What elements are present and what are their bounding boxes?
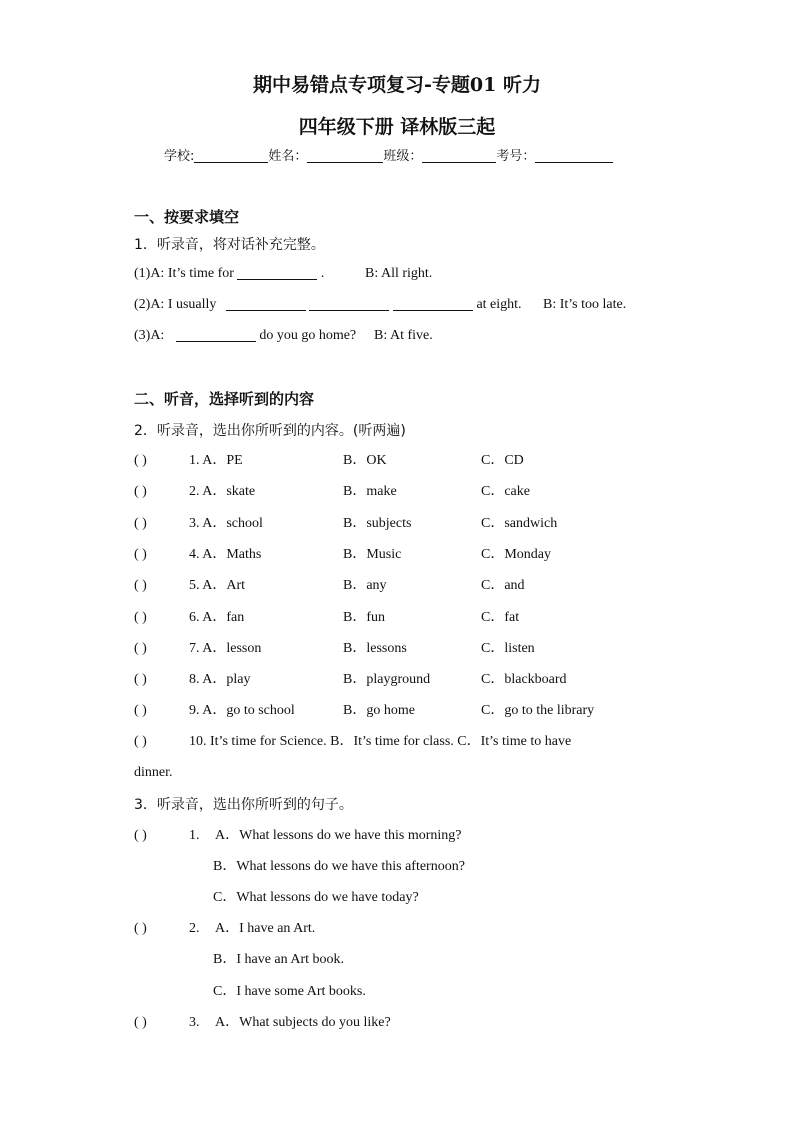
sentence-option: B．What lessons do we have this afternoon? <box>213 859 465 874</box>
choice-option-a: 1. A．PE <box>189 453 243 468</box>
sentence-question-number: 1. <box>189 828 200 843</box>
answer-paren[interactable]: ( ) <box>134 1015 147 1030</box>
answer-blank[interactable] <box>309 296 389 311</box>
question-3-prompt: 3．听录音，选出你所听到的句子。 <box>134 797 353 813</box>
answer-blank[interactable] <box>176 327 256 342</box>
choice-option-c: C．fat <box>481 610 520 625</box>
page-subtitle: 四年级下册 译林版三起 <box>298 116 496 138</box>
section-1-heading: 一、按要求填空 <box>134 208 240 226</box>
section-2-heading: 二、听音，选择听到的内容 <box>134 390 315 408</box>
answer-paren[interactable]: ( ) <box>134 578 147 593</box>
answer-paren[interactable]: ( ) <box>134 828 147 843</box>
sentence-option: A．What lessons do we have this morning? <box>215 828 462 843</box>
fill-item-1: (1)A: It’s time for . <box>134 266 325 281</box>
answer-paren[interactable]: ( ) <box>134 516 147 531</box>
choice-option-a: 8. A．play <box>189 672 251 687</box>
choice-option-c: C．cake <box>481 484 530 499</box>
sentence-option: A．What subjects do you like? <box>215 1015 391 1030</box>
choice-option-a: 5. A．Art <box>189 578 245 593</box>
page-title: 期中易错点专项复习-专题01 听力 <box>253 74 541 96</box>
answer-blank[interactable] <box>226 296 306 311</box>
choice-option-b: B．fun <box>343 610 385 625</box>
answer-blank[interactable] <box>393 296 473 311</box>
student-info-line <box>164 145 613 164</box>
sentence-option: B．I have an Art book. <box>213 952 345 967</box>
answer-paren[interactable]: ( ) <box>134 672 147 687</box>
sentence-option: C．What lessons do we have today? <box>213 890 419 905</box>
choice-option-b: B．OK <box>343 453 387 468</box>
fill-item-1-b: B: All right. <box>365 266 433 281</box>
choice-option-c: C．Monday <box>481 547 551 562</box>
choice-option-a: 3. A．school <box>189 516 263 531</box>
choice-option-b: B．Music <box>343 547 402 562</box>
choice-option-c: C．sandwich <box>481 516 558 531</box>
choice-row-10: 10. It’s time for Science. B．It’s time for class. C．It’s time to have <box>189 734 572 749</box>
choice-option-b: B．go home <box>343 703 415 718</box>
sentence-question-number: 3. <box>189 1015 200 1030</box>
answer-paren[interactable]: ( ) <box>134 484 147 499</box>
choice-option-b: B．make <box>343 484 397 499</box>
choice-option-b: B．playground <box>343 672 431 687</box>
fill-item-3-b: B: At five. <box>374 328 433 343</box>
choice-row-10-wrap: dinner. <box>134 765 173 780</box>
choice-row-10-paren[interactable]: ( ) <box>134 734 147 749</box>
choice-option-a: 2. A．skate <box>189 484 256 499</box>
choice-option-c: C．and <box>481 578 525 593</box>
exam-number-label: 考号： <box>496 149 536 164</box>
fill-item-2-b: B: It’s too late. <box>543 297 627 312</box>
answer-paren[interactable]: ( ) <box>134 641 147 656</box>
question-2-prompt: 2．听录音，选出你所听到的内容。(听两遍) <box>134 423 406 439</box>
exam-number-blank[interactable] <box>535 148 613 163</box>
fill-item-3: (3)A: do you go home? <box>134 328 357 343</box>
choice-option-c: C．go to the library <box>481 703 595 718</box>
name-blank[interactable] <box>307 148 383 163</box>
answer-paren[interactable]: ( ) <box>134 921 147 936</box>
choice-option-c: C．CD <box>481 453 524 468</box>
choice-option-a: 9. A．go to school <box>189 703 295 718</box>
fill-item-2: (2)A: I usually at eight. <box>134 297 522 312</box>
class-label: 班级： <box>383 149 423 164</box>
sentence-option: C．I have some Art books. <box>213 984 366 999</box>
question-1-prompt: 1．听录音，将对话补充完整。 <box>134 237 325 253</box>
choice-option-b: B．subjects <box>343 516 412 531</box>
answer-paren[interactable]: ( ) <box>134 703 147 718</box>
choice-option-b: B．lessons <box>343 641 407 656</box>
school-label: 学校: <box>164 149 195 164</box>
answer-paren[interactable]: ( ) <box>134 547 147 562</box>
choice-option-a: 7. A．lesson <box>189 641 262 656</box>
answer-paren[interactable]: ( ) <box>134 610 147 625</box>
answer-blank[interactable] <box>237 265 317 280</box>
choice-option-c: C．blackboard <box>481 672 567 687</box>
choice-option-b: B．any <box>343 578 387 593</box>
choice-option-a: 4. A．Maths <box>189 547 262 562</box>
choice-option-c: C．listen <box>481 641 535 656</box>
choice-option-a: 6. A．fan <box>189 610 245 625</box>
school-blank[interactable] <box>194 148 268 163</box>
answer-paren[interactable]: ( ) <box>134 453 147 468</box>
sentence-option: A．I have an Art. <box>215 921 316 936</box>
sentence-question-number: 2. <box>189 921 200 936</box>
class-blank[interactable] <box>422 148 496 163</box>
name-label: 姓名： <box>268 149 308 164</box>
